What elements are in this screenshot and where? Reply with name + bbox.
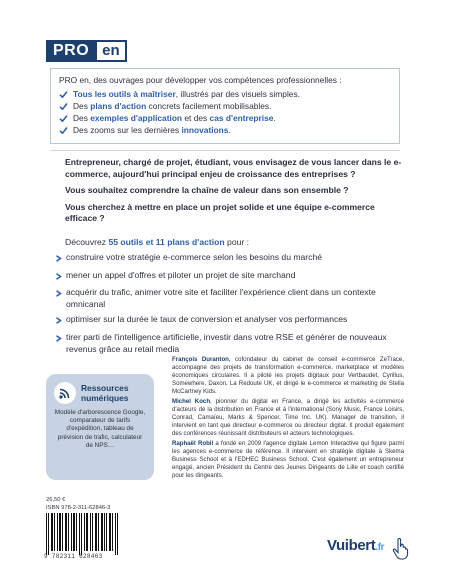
- section-divider: [50, 150, 400, 151]
- logo-pro: PRO: [46, 40, 95, 62]
- question: Vous cherchez à mettre en place un projet solide et une équipe e-commerce efficace ?: [65, 201, 375, 224]
- intro-item-pre: Des: [73, 101, 91, 111]
- author-text: , cofondateur du cabinet de conseil e-commerce ZeTrace, accompagne des projets de transformation e-commerce, marketplace et modèles économiques circulaires. Il a piloté les projets digitaux pour Vertbaudet, Cyrillus, Somewhere, Daxon, La Redoute UK, et dirigé le e-commerce et marketing de Stella McCartney Kids.: [172, 356, 405, 395]
- author-text: a fondé en 2009 l'agence digitale Lemon Interactive qui figure parmi les agences e-commerce de référence. Il intervient en stratégie digitale à Skema Business School et à l'EDHEC Business School. C'est également un entrepreneur engagé, ancien Président du Centre des Jeunes Dirigeants de Lille et coach certifié pour les dirigeants.: [172, 440, 404, 479]
- intro-item-mid: et des: [182, 113, 210, 123]
- benefit-text: tirer parti de l'intelligence artificielle, investir dans votre RSE et générer de nouveaux revenus grâce au retail media: [66, 331, 387, 354]
- benefit-item: [55, 314, 405, 328]
- questions-block: [65, 157, 405, 230]
- intro-item-pre: Des: [73, 113, 91, 123]
- intro-item-pre: Des zooms sur les dernières: [73, 125, 182, 135]
- check-icon: [59, 90, 68, 99]
- intro-item-highlight: plans d'action: [90, 101, 147, 111]
- author-bio: [172, 398, 404, 438]
- barcode-number: 9 782311 628463: [44, 553, 103, 560]
- resources-box: [46, 374, 154, 480]
- author-name: François Duranton: [172, 356, 229, 363]
- resources-header: [54, 382, 146, 404]
- intro-item-highlight: Tous les outils à maîtriser: [73, 89, 176, 99]
- wifi-icon: [54, 382, 76, 404]
- discover-post: pour :: [224, 237, 250, 247]
- author-name: Michel Koch: [172, 398, 211, 405]
- question: Vous souhaitez comprendre la chaîne de valeur dans son ensemble ?: [65, 185, 349, 196]
- author-name: Raphaël Robil: [172, 440, 214, 447]
- check-icon: [59, 114, 68, 123]
- arrow-right-icon: [55, 270, 66, 284]
- intro-item: [59, 88, 391, 100]
- intro-item: [59, 100, 391, 112]
- intro-item-highlight: innovations: [181, 125, 229, 135]
- author-bio: [172, 440, 404, 480]
- series-logo: [46, 40, 127, 62]
- benefit-item: [55, 270, 405, 284]
- resources-title: Ressources numériques: [81, 383, 129, 403]
- intro-item-highlight-2: cas d'entreprise: [209, 113, 274, 123]
- author-text: , pionnier du digital en France, a dirigé les activités e-commerce d'acteurs de la distribution en France et à l'international (Sony Music, France Loisirs, Conrad, Camaïeu, Marks & Spencer, Time Inc. UK). Manager de transition, il intervient en tant que directeur e-commerce ou directeur digital. Il produit également des conférences réunissant distributeurs et acteurs technologiques.: [172, 398, 404, 437]
- intro-item-post: , illustrés par des visuels simples.: [175, 89, 300, 99]
- benefit-item: [55, 332, 405, 355]
- publisher-logo: [327, 537, 384, 554]
- arrow-right-icon: [55, 287, 66, 310]
- benefit-text: acquérir du trafic, animer votre site et faciliter l'expérience client dans un contexte omnicanal: [66, 287, 376, 309]
- price: 26,50 €: [46, 497, 66, 503]
- logo-en: en: [95, 40, 127, 62]
- check-icon: [59, 126, 68, 135]
- benefit-item: [55, 252, 405, 266]
- intro-item-post: .: [228, 125, 231, 135]
- author-bio: [172, 356, 404, 396]
- author-bios: [172, 356, 404, 482]
- discover-line: [65, 236, 405, 248]
- arrow-right-icon: [55, 252, 66, 266]
- intro-item-highlight: exemples d'application: [90, 113, 183, 123]
- intro-item-post: .: [273, 113, 276, 123]
- resources-description: Modèle d'arborescence Google, comparateur de tarifs d'expédition, tableau de prévision de trafic, calculateur de NPS…: [54, 409, 146, 449]
- intro-list: [59, 88, 391, 136]
- publisher-suffix: .fr: [375, 542, 385, 553]
- benefit-text: mener un appel d'offres et piloter un projet de site marchand: [66, 269, 296, 280]
- benefit-text: construire votre stratégie e-commerce selon les besoins du marché: [66, 252, 323, 262]
- isbn: ISBN 978-2-311-62846-3: [46, 505, 111, 511]
- arrow-right-icon: [55, 332, 66, 355]
- intro-item: [59, 124, 391, 136]
- publisher-name: Vuibert: [327, 537, 376, 554]
- intro-item: [59, 112, 391, 124]
- check-icon: [59, 102, 68, 111]
- discover-pre: Découvrez: [65, 237, 109, 247]
- question: Entrepreneur, chargé de projet, étudiant, vous envisagez de vous lancer dans le e-commerce, aujourd'hui principal enjeu de croissance des entreprises ?: [65, 157, 402, 179]
- intro-item-post: concrets facilement mobilisables.: [146, 101, 272, 111]
- barcode-image: [44, 513, 122, 555]
- intro-box: [50, 68, 400, 144]
- intro-lead: PRO en, des ouvrages pour développer vos compétences professionnelles :: [59, 75, 342, 85]
- benefit-text: optimiser sur la durée le taux de conversion et analyser vos performances: [66, 314, 348, 325]
- arrow-right-icon: [55, 314, 66, 328]
- hand-cursor-icon: [392, 538, 410, 560]
- benefit-item: [55, 287, 405, 310]
- discover-highlight: 55 outils et 11 plans d'action: [108, 237, 225, 247]
- benefits-list: [55, 252, 405, 359]
